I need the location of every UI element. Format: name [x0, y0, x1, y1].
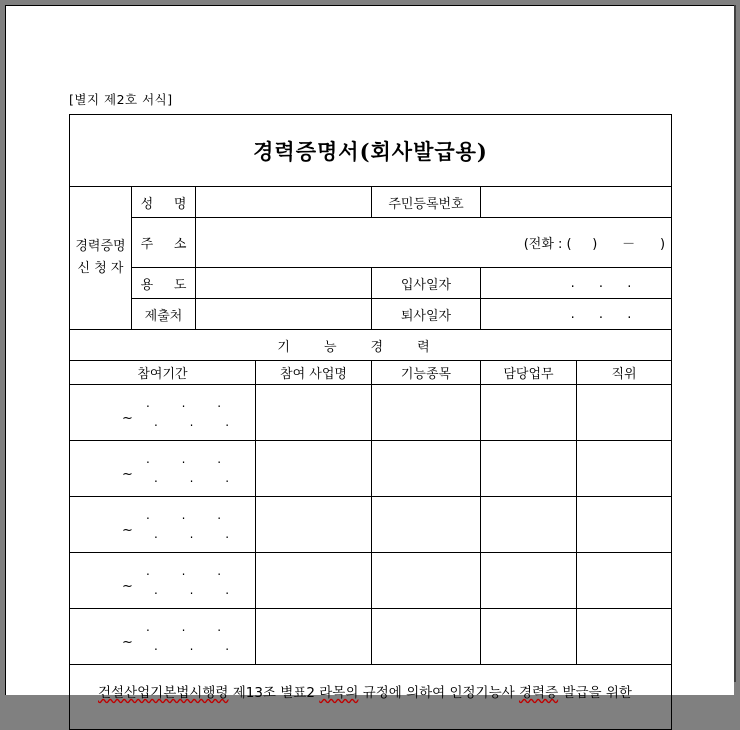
column-header-duty: 담당업무: [481, 361, 577, 385]
period-end: . . .: [154, 471, 244, 485]
project-cell[interactable]: [256, 385, 372, 441]
address-label: 주 소: [132, 218, 196, 268]
period-end: . . .: [154, 415, 244, 429]
leave-date-label: 퇴사일자: [372, 299, 481, 330]
project-cell[interactable]: [256, 609, 372, 665]
leave-date-field[interactable]: [481, 299, 672, 330]
table-row: [70, 385, 672, 441]
skill-cell[interactable]: [372, 385, 481, 441]
skill-cell[interactable]: [372, 553, 481, 609]
form-title: 경력증명서(회사발급용): [70, 115, 672, 187]
resident-number-field[interactable]: [481, 187, 672, 218]
footer-text: 제13조 별표2: [228, 685, 320, 701]
period-cell[interactable]: [70, 497, 256, 553]
name-label: 성 명: [132, 187, 196, 218]
resident-number-label: 주민등록번호: [372, 187, 481, 218]
address-field[interactable]: [196, 218, 672, 268]
period-end: . . .: [154, 639, 244, 653]
column-header-skill: 기능종목: [372, 361, 481, 385]
position-cell[interactable]: [577, 497, 672, 553]
footer-word: 경력증: [518, 685, 559, 701]
period-end: . . .: [154, 583, 244, 597]
skill-cell[interactable]: [372, 609, 481, 665]
footer-text: 규정에 의하여 인정기능사: [358, 685, 519, 701]
certification-statement: [70, 665, 672, 730]
period-cell[interactable]: [70, 385, 256, 441]
footer-text: 발급을 위한: [558, 685, 632, 701]
submit-to-field[interactable]: [196, 299, 372, 330]
period-tilde: ~: [122, 579, 133, 594]
table-row: [70, 553, 672, 609]
period-start: . . .: [146, 564, 236, 578]
project-cell[interactable]: [256, 497, 372, 553]
period-start: . . .: [146, 620, 236, 634]
certificate-form: [69, 114, 672, 730]
submit-to-label: 제출처: [132, 299, 196, 330]
project-cell[interactable]: [256, 553, 372, 609]
use-field[interactable]: [196, 268, 372, 299]
period-tilde: ~: [122, 411, 133, 426]
skill-cell[interactable]: [372, 441, 481, 497]
use-label: 용 도: [132, 268, 196, 299]
skill-cell[interactable]: [372, 497, 481, 553]
footer-word: 라목의: [319, 685, 359, 701]
hire-date-label: 입사일자: [372, 268, 481, 299]
period-start: . . .: [146, 508, 236, 522]
table-row: [70, 609, 672, 665]
duty-cell[interactable]: [481, 441, 577, 497]
period-end: . . .: [154, 527, 244, 541]
hire-date-field[interactable]: [481, 268, 672, 299]
name-field[interactable]: [196, 187, 372, 218]
position-cell[interactable]: [577, 609, 672, 665]
period-start: . . .: [146, 452, 236, 466]
duty-cell[interactable]: [481, 385, 577, 441]
applicant-group-line1: 경력증명: [75, 239, 126, 254]
period-cell[interactable]: [70, 609, 256, 665]
duty-cell[interactable]: [481, 553, 577, 609]
position-cell[interactable]: [577, 553, 672, 609]
period-start: . . .: [146, 396, 236, 410]
position-cell[interactable]: [577, 441, 672, 497]
footer-word: 건설산업기본법시행령: [98, 685, 229, 701]
period-tilde: ~: [122, 523, 133, 538]
applicant-group-label: [70, 187, 132, 330]
applicant-group-line2: 신 청 자: [77, 261, 124, 276]
column-header-project: 참여 사업명: [256, 361, 372, 385]
period-tilde: ~: [122, 635, 133, 650]
career-section-heading: 기능경력: [70, 330, 672, 361]
form-number-label: [별지 제2호 서식]: [69, 92, 173, 107]
column-header-period: 참여기간: [70, 361, 256, 385]
period-tilde: ~: [122, 467, 133, 482]
column-header-position: 직위: [577, 361, 672, 385]
project-cell[interactable]: [256, 441, 372, 497]
duty-cell[interactable]: [481, 497, 577, 553]
period-cell[interactable]: [70, 441, 256, 497]
table-row: [70, 497, 672, 553]
hire-date-placeholder: . . .: [570, 275, 642, 291]
table-row: [70, 441, 672, 497]
duty-cell[interactable]: [481, 609, 577, 665]
period-cell[interactable]: [70, 553, 256, 609]
page-shadow: [734, 5, 736, 682]
position-cell[interactable]: [577, 385, 672, 441]
phone-text: (전화 : ( ) － ): [523, 237, 666, 252]
leave-date-placeholder: . . .: [570, 306, 642, 322]
